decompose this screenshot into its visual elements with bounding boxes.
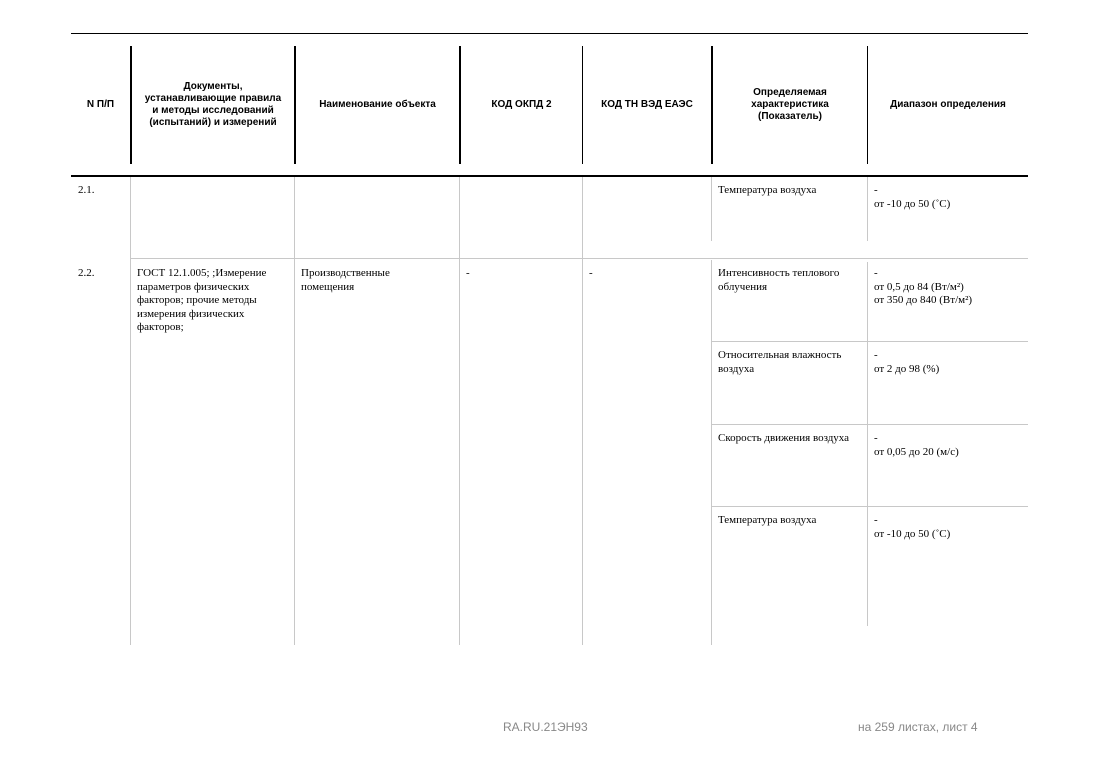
- body-divider: [867, 262, 868, 626]
- header-tnved: КОД ТН ВЭД ЕАЭС: [601, 99, 693, 110]
- header-bottom-rule: [71, 175, 1028, 177]
- range-cell: - от 2 до 98 (%): [874, 349, 940, 375]
- body-divider: [459, 177, 460, 645]
- body-divider: [711, 177, 712, 241]
- sheet-info: на 259 листах, лист 4: [858, 720, 978, 734]
- docs-cell: ГОСТ 12.1.005; ;Измерение параметров физических факторов; прочие методы измерения физических факторов;: [137, 267, 267, 333]
- item-separator: [712, 424, 1028, 425]
- range-cell: - от -10 до 50 (˚С): [874, 184, 951, 210]
- characteristic-cell: Скорость движения воздуха: [718, 432, 850, 444]
- row-number: 2.2.: [78, 267, 95, 279]
- row-number: 2.1.: [78, 184, 95, 196]
- header-num: N П/П: [86, 99, 115, 110]
- body-divider: [582, 177, 583, 645]
- characteristic-cell: Интенсивность теплового облучения: [718, 267, 840, 293]
- header-docs: Документы, устанавливающие правила и методы исследований (испытаний) и измерений: [144, 81, 282, 128]
- okpd-cell: -: [466, 267, 470, 279]
- body-divider: [867, 177, 868, 241]
- item-separator: [712, 506, 1028, 507]
- characteristic-cell: Температура воздуха: [718, 184, 817, 196]
- object-cell: Производственные помещения: [301, 267, 390, 293]
- top-rule: [71, 33, 1028, 34]
- item-separator: [712, 341, 1028, 342]
- body-divider: [294, 177, 295, 645]
- range-cell: - от -10 до 50 (˚С): [874, 514, 951, 540]
- tnved-cell: -: [589, 267, 593, 279]
- header-range: Диапазон определения: [890, 99, 1006, 110]
- row-separator: [131, 258, 1028, 259]
- range-cell: - от 0,05 до 20 (м/с): [874, 432, 959, 458]
- document-number: RA.RU.21ЭН93: [503, 720, 588, 734]
- characteristic-cell: Относительная влажность воздуха: [718, 349, 842, 375]
- header-characteristic: Определяемая характеристика (Показатель): [751, 87, 829, 122]
- body-divider: [130, 177, 131, 645]
- range-cell: - от 0,5 до 84 (Вт/м²) от 350 до 840 (Вт/м²): [874, 267, 973, 306]
- header-okpd: КОД ОКПД 2: [491, 99, 552, 110]
- characteristic-cell: Температура воздуха: [718, 514, 817, 526]
- header-object: Наименование объекта: [319, 99, 436, 110]
- body-divider: [711, 260, 712, 645]
